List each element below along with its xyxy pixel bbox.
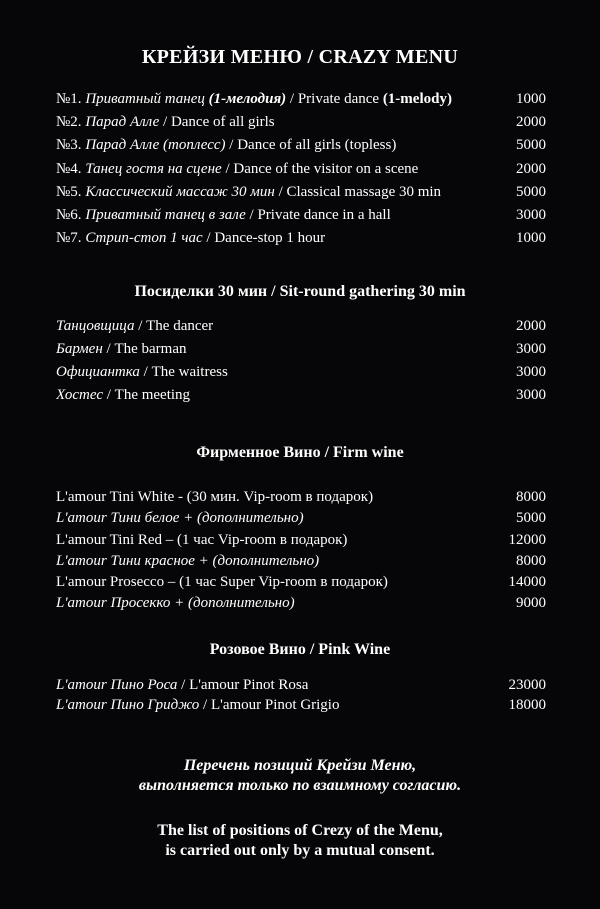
wine-price: 8000: [516, 552, 546, 569]
item-description: [56, 111, 275, 134]
item-name-en: The barman: [114, 341, 187, 357]
item-description: [56, 181, 441, 204]
item-number: №3.: [56, 137, 86, 154]
item-name-ru: Танцовщица: [56, 318, 135, 334]
item-description: [56, 361, 228, 384]
item-separator: /: [139, 364, 152, 380]
footer-ru-line1: Перечень позиций Крейзи Меню,: [183, 757, 417, 774]
wine-price: 5000: [516, 510, 546, 527]
wine-price: 18000: [508, 697, 546, 713]
menu-row: [56, 88, 546, 111]
wine-price: 14000: [508, 574, 546, 591]
item-price: 3000: [516, 364, 546, 380]
wine-name: L'amour Тини белое + (дополнительно): [56, 510, 304, 527]
menu-row: [56, 227, 546, 250]
item-separator: /: [177, 677, 190, 693]
pink-wine-list: [56, 675, 546, 715]
item-number: №7.: [56, 230, 86, 247]
menu-row: [56, 315, 546, 338]
menu-row: [56, 593, 546, 614]
item-description: [56, 315, 213, 338]
wine-name: L'amour Tini White - (30 мин. Vip-room в подарок): [56, 489, 374, 505]
item-price: 3000: [516, 341, 546, 357]
item-number: №4.: [56, 160, 86, 177]
item-name-en: The waitress: [151, 364, 228, 380]
wine-name: [56, 675, 308, 695]
item-description: [56, 204, 391, 227]
item-separator: /: [245, 206, 258, 223]
menu-row: [56, 134, 546, 157]
item-separator: /: [159, 114, 171, 131]
item-price: 2000: [516, 114, 546, 131]
item-name-ru-note: (1-мелодия): [208, 91, 287, 107]
item-name-ru: Хостес: [56, 387, 103, 403]
item-price: 1000: [516, 230, 546, 247]
item-number: №2.: [56, 114, 86, 131]
wine-name-en: L'amour Pinot Rosa: [189, 677, 309, 693]
item-name-en: Private dance: [297, 91, 383, 107]
item-name-en-note: (1-melody): [382, 91, 452, 107]
item-name-ru: Стрип-стоп 1 час: [85, 230, 203, 247]
menu-row: [56, 204, 546, 227]
item-price: 1000: [516, 91, 546, 107]
item-price: 5000: [516, 137, 546, 154]
item-separator: /: [202, 230, 215, 247]
menu-row: [56, 361, 546, 384]
menu-row: [56, 338, 546, 361]
menu-row: [56, 487, 546, 508]
wine-name: [56, 695, 339, 715]
menu-row: [56, 158, 546, 181]
item-name-en: Private dance in a hall: [257, 206, 391, 223]
item-name-ru: Приватный танец в зале: [85, 206, 246, 223]
item-description: [56, 338, 187, 361]
gathering-list: [56, 315, 546, 407]
item-description: [56, 88, 452, 111]
item-separator: /: [286, 91, 298, 107]
firm-wine-title: Фирменное Вино / Firm wine: [196, 444, 404, 461]
wine-name-en: L'amour Pinot Grigio: [210, 697, 340, 713]
menu-row: [56, 111, 546, 134]
wine-name-ru: L'amour Пино Роса: [56, 677, 178, 693]
menu-row: [56, 551, 546, 572]
menu-row: [56, 384, 546, 407]
item-name-ru: Танец гостя на сцене: [85, 160, 222, 177]
footer-en-line2: is carried out only by a mutual consent.: [165, 842, 435, 859]
item-separator: /: [274, 183, 287, 200]
wine-name: L'amour Tini Red – (1 час Vip-room в подарок): [56, 531, 348, 548]
item-description: [56, 227, 325, 250]
item-description: [56, 134, 396, 157]
footer-note-en: [0, 821, 600, 861]
item-separator: /: [199, 697, 211, 713]
item-number: №6.: [56, 206, 86, 223]
wine-name: L'amour Просекко + (дополнительно): [56, 595, 295, 612]
item-name-ru: Приватный танец: [85, 91, 205, 107]
wine-price: 8000: [516, 489, 546, 505]
item-price: 2000: [516, 318, 546, 334]
item-separator: /: [221, 160, 234, 177]
page-title: КРЕЙЗИ МЕНЮ / CRAZY MENU: [141, 46, 459, 68]
item-name-en: Dance of all girls: [170, 114, 275, 131]
item-name-en: The dancer: [146, 318, 214, 334]
item-description: [56, 384, 190, 407]
wine-name: L'amour Prosecco – (1 час Super Vip-room в подарок): [56, 574, 388, 591]
wine-name: L'amour Тини красное + (дополнительно): [56, 552, 320, 569]
wine-price: 12000: [508, 531, 546, 548]
menu-row: [56, 530, 546, 551]
menu-row: [56, 181, 546, 204]
menu-row: [56, 675, 546, 695]
pink-wine-title: Розовое Вино / Pink Wine: [209, 641, 391, 658]
item-name-en: Dance-stop 1 hour: [214, 230, 326, 247]
item-separator: /: [102, 387, 115, 403]
wine-price: 9000: [516, 595, 546, 612]
footer-en-line1: The list of positions of Crezy of the Menu,: [157, 822, 443, 839]
item-name-ru: Официантка: [56, 364, 140, 380]
item-name-en: Dance of the visitor on a scene: [233, 160, 419, 177]
item-number: №5.: [56, 183, 86, 200]
item-name-ru: Бармен: [56, 341, 103, 357]
item-separator: /: [102, 341, 115, 357]
menu-row: [56, 695, 546, 715]
footer-note-ru: [0, 756, 600, 796]
crazy-menu-list: [56, 88, 546, 250]
item-name-ru: Классический массаж 30 мин: [85, 183, 275, 200]
item-name-en: Classical massage 30 min: [286, 183, 442, 200]
item-price: 2000: [516, 160, 546, 177]
menu-row: [56, 508, 546, 529]
wine-name-ru: L'amour Пино Гриджо: [56, 697, 200, 713]
footer-ru-line2: выполняется только по взаимному согласию.: [138, 777, 462, 794]
item-price: 3000: [516, 387, 546, 403]
item-separator: /: [225, 137, 238, 154]
gathering-title: Посиделки 30 мин / Sit-round gathering 30 min: [134, 283, 466, 300]
menu-row: [56, 572, 546, 593]
item-price: 3000: [516, 206, 546, 223]
item-separator: /: [134, 318, 147, 334]
wine-price: 23000: [508, 677, 546, 693]
firm-wine-list: [56, 487, 546, 615]
item-name-en: The meeting: [114, 387, 191, 403]
item-name-en: Dance of all girls (topless): [237, 137, 397, 154]
item-name-ru: Парад Алле (топлесс): [85, 137, 226, 154]
item-description: [56, 158, 418, 181]
item-price: 5000: [516, 183, 546, 200]
item-name-ru: Парад Алле: [85, 114, 160, 131]
item-number: №1.: [56, 91, 86, 107]
